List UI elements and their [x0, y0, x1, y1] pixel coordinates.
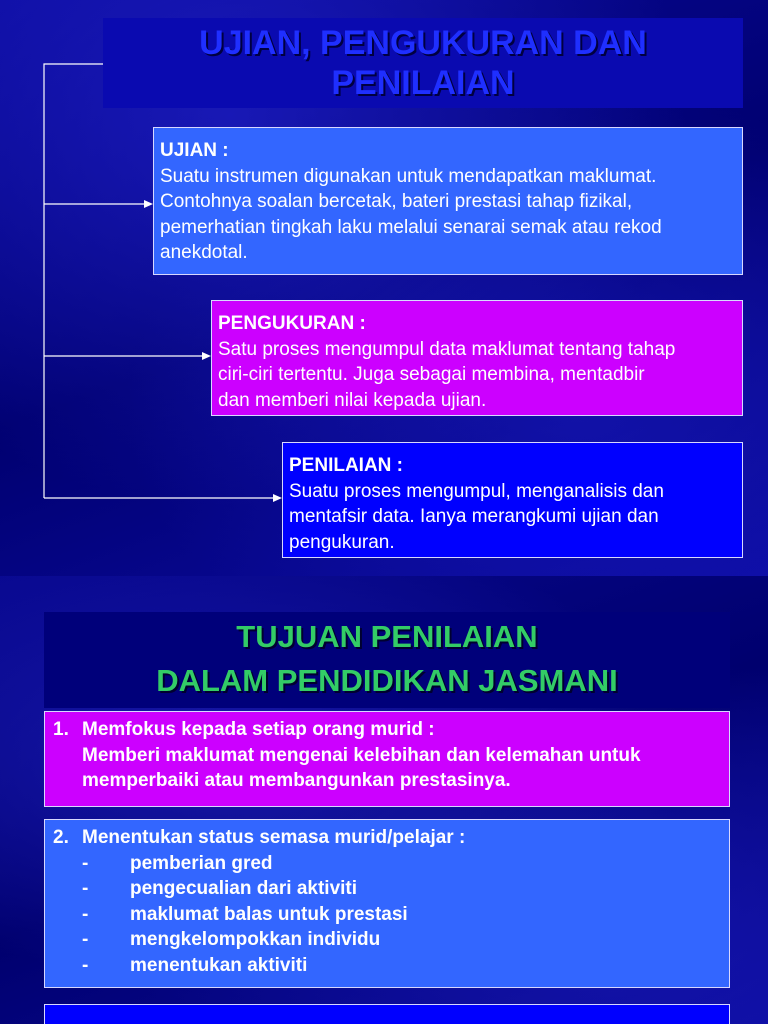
- item-line: Memberi maklumat mengenai kelebihan dan kelemahan untuk: [82, 744, 641, 766]
- penilaian-line: Suatu proses mengumpul, menganalisis dan: [289, 480, 664, 502]
- bullet-text: pengecualian dari aktiviti: [130, 878, 358, 899]
- pengukuran-line: Satu proses mengumpul data maklumat tentang tahap: [218, 338, 676, 360]
- bullet-dash: -: [82, 929, 89, 950]
- ujian-line: anekdotal.: [160, 242, 248, 263]
- arrowhead-penilaian: [273, 494, 282, 502]
- slide-tujuan-penilaian: [0, 576, 768, 1024]
- ujian-line: Suatu instrumen digunakan untuk mendapatkan maklumat.: [160, 165, 657, 187]
- title-line-2: PENILAIAN: [331, 64, 515, 102]
- pengukuran-line: dan memberi nilai kepada ujian.: [218, 389, 487, 411]
- bullet-text: mengkelompokkan individu: [130, 929, 381, 950]
- bullet-dash: -: [82, 878, 89, 899]
- penilaian-line: mentafsir data. Ianya merangkumi ujian dan: [289, 506, 659, 527]
- arrowhead-pengukuran: [202, 352, 211, 360]
- title-line-1: TUJUAN PENILAIAN: [236, 619, 538, 654]
- pengukuran-line: ciri-ciri tertentu. Juga sebagai membina, mentadbir: [218, 364, 645, 385]
- bullet-text: maklumat balas untuk prestasi: [130, 903, 408, 925]
- penilaian-heading: PENILAIAN :: [289, 455, 403, 476]
- slide-title: [103, 18, 743, 108]
- bullet-item: [53, 902, 721, 928]
- bullet-text: pemberian gred: [130, 852, 273, 874]
- penilaian-box: [282, 442, 743, 558]
- slide-title: [44, 612, 730, 708]
- item-number: 1.: [53, 719, 69, 740]
- bullet-item: [53, 851, 721, 877]
- bullet-dash: -: [82, 954, 89, 976]
- penilaian-line: pengukuran.: [289, 531, 395, 553]
- purpose-item-1: [44, 711, 730, 807]
- ujian-heading: UJIAN :: [160, 140, 229, 161]
- pengukuran-box: [211, 300, 743, 416]
- purpose-item-3-partial: [44, 1004, 730, 1024]
- item-number: 2.: [53, 827, 69, 848]
- connector-trunk: [44, 64, 103, 498]
- item-heading: Menentukan status semasa murid/pelajar :: [82, 827, 466, 848]
- item-line: memperbaiki atau membangunkan prestasinya.: [82, 770, 511, 791]
- item-heading: Memfokus kepada setiap orang murid :: [82, 719, 435, 740]
- ujian-line: pemerhatian tingkah laku melalui senarai semak atau rekod: [160, 216, 662, 238]
- ujian-line: Contohnya soalan bercetak, bateri prestasi tahap fizikal,: [160, 191, 633, 212]
- pengukuran-heading: PENGUKURAN :: [218, 313, 366, 334]
- bullet-dash: -: [82, 903, 89, 925]
- purpose-item-2: [44, 819, 730, 988]
- ujian-box: [153, 127, 743, 275]
- bullet-item: [53, 953, 721, 979]
- bullet-item: [53, 927, 721, 953]
- bullet-dash: -: [82, 852, 89, 874]
- arrowhead-ujian: [144, 200, 153, 208]
- title-line-1: UJIAN, PENGUKURAN DAN: [199, 24, 647, 62]
- bullet-item: [53, 876, 721, 902]
- bullet-text: menentukan aktiviti: [130, 954, 308, 976]
- title-line-2: DALAM PENDIDIKAN JASMANI: [156, 663, 618, 698]
